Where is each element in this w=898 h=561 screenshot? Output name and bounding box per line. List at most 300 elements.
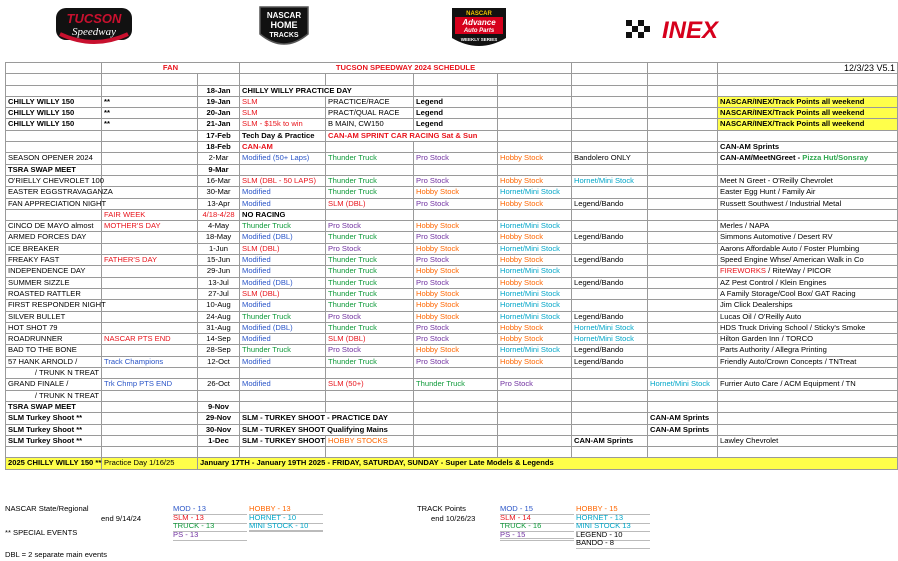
table-cell: FAN APPRECIATION NIGHT [6, 198, 102, 209]
table-cell: / TRUNK N TREAT [6, 368, 102, 379]
table-cell: CAN-AM Sprints [572, 435, 648, 446]
table-cell [6, 209, 102, 220]
logo-bar [0, 0, 800, 60]
table-cell: Pro Stock [326, 345, 414, 356]
schedule-row [6, 390, 898, 401]
svg-text:NASCAR: NASCAR [266, 11, 302, 20]
table-cell [498, 164, 572, 175]
table-cell: Legend/Bando [572, 232, 648, 243]
table-cell: SLM Turkey Shoot ** [6, 424, 102, 435]
table-cell: Thunder Truck [326, 356, 414, 367]
schedule-row [6, 288, 898, 299]
table-cell [240, 401, 326, 412]
table-cell [572, 187, 648, 198]
table-cell: CHILLY WILLY 150 [6, 96, 102, 107]
schedule-row [6, 368, 898, 379]
table-cell [414, 142, 498, 153]
sponsor-text: / RiteWay / PICOR [766, 266, 832, 276]
table-cell: Hobby Stock [498, 322, 572, 333]
table-cell: Thunder Truck [326, 300, 414, 311]
table-cell [498, 74, 572, 85]
table-cell [572, 209, 648, 220]
table-cell [572, 96, 648, 107]
table-cell: 29-Jun [198, 266, 240, 277]
table-cell: TSRA SWAP MEET [6, 164, 102, 175]
table-cell: SILVER BULLET [6, 311, 102, 322]
table-cell: PRACTICE/RACE [326, 96, 414, 107]
table-cell: Legend/Bando [572, 356, 648, 367]
table-cell [572, 368, 648, 379]
inex-logo [624, 4, 734, 52]
table-cell: 10-Aug [198, 300, 240, 311]
schedule-row [6, 435, 898, 446]
table-cell [326, 209, 414, 220]
table-cell: 19-Jan [198, 96, 240, 107]
schedule-row [6, 334, 898, 345]
table-cell: Pro Stock [498, 379, 572, 390]
table-cell [102, 142, 198, 153]
table-cell [498, 130, 572, 141]
table-cell [718, 74, 898, 85]
table-cell [326, 142, 414, 153]
table-cell [198, 74, 240, 85]
table-cell [240, 390, 326, 401]
table-cell [648, 255, 718, 266]
table-cell [572, 85, 648, 96]
table-cell: SLM [240, 108, 326, 119]
table-cell: SLM Turkey Shoot ** [6, 413, 102, 424]
table-cell [648, 334, 718, 345]
table-cell: Legend/Bando [572, 255, 648, 266]
table-cell [648, 390, 718, 401]
table-cell: SLM (DBL) [240, 288, 326, 299]
table-cell: O'RIELLY CHEVROLET 100 [6, 175, 102, 186]
table-cell [414, 390, 498, 401]
points-entry: PS - 13 [173, 530, 247, 541]
dbl-note: DBL = 2 separate main events [5, 550, 108, 559]
schedule-table [5, 62, 898, 470]
table-cell [718, 130, 898, 141]
table-cell: ICE BREAKER [6, 243, 102, 254]
table-cell: 2-Mar [198, 153, 240, 164]
table-cell [648, 288, 718, 299]
table-cell: CAN-AM SPRINT CAR RACING Sat & Sun [326, 130, 498, 141]
table-cell: Hobby Stock [414, 345, 498, 356]
table-cell [648, 277, 718, 288]
table-cell: 9-Mar [198, 164, 240, 175]
table-cell: Aarons Affordable Auto / Foster Plumbing [718, 243, 898, 254]
table-cell [648, 356, 718, 367]
table-cell [718, 424, 898, 435]
nascar-state-regional-label: NASCAR State/Regional [5, 504, 89, 513]
points-entry: MOD - 15 [500, 504, 574, 515]
table-cell [414, 435, 498, 446]
table-cell: CAN-AM [240, 142, 326, 153]
table-cell: Hornet/Mini Stock [498, 300, 572, 311]
table-cell [102, 74, 198, 85]
table-cell: SLM - TURKEY SHOOT [240, 435, 326, 446]
schedule-row [6, 187, 898, 198]
table-cell [414, 424, 498, 435]
table-cell: SLM (DBL) [326, 198, 414, 209]
table-cell [498, 424, 572, 435]
schedule-row [6, 255, 898, 266]
table-cell [648, 85, 718, 96]
table-cell: FREAKY FAST [6, 255, 102, 266]
table-cell [498, 108, 572, 119]
table-cell: Pro Stock [326, 221, 414, 232]
table-cell: Thunder Truck [240, 311, 326, 322]
table-cell: EASTER EGGSTRAVAGANZA [6, 187, 102, 198]
table-cell [572, 164, 648, 175]
table-cell [326, 390, 414, 401]
table-cell: Russett Southwest / Industrial Metal [718, 198, 898, 209]
table-cell: Trk Chmp PTS END [102, 379, 198, 390]
table-cell: Thunder Truck [240, 345, 326, 356]
table-cell [102, 390, 198, 401]
table-cell [648, 345, 718, 356]
table-cell [102, 311, 198, 322]
schedule-title: TUCSON SPEEDWAY 2024 SCHEDULE [240, 63, 572, 74]
table-cell: Legend/Bando [572, 198, 648, 209]
table-cell [648, 142, 718, 153]
schedule-row [6, 345, 898, 356]
schedule-row [6, 96, 898, 107]
table-cell [648, 435, 718, 446]
table-cell: B MAIN, CW150 [326, 119, 414, 130]
table-cell: FIRST RESPONDER NIGHT [6, 300, 102, 311]
schedule-row [6, 277, 898, 288]
schedule-row [6, 447, 898, 458]
table-cell: Simmons Automotive / Desert RV [718, 232, 898, 243]
table-cell: Modified (DBL) [240, 322, 326, 333]
points-entry: HORNET - 13 [576, 513, 650, 524]
table-cell [102, 345, 198, 356]
table-cell [102, 232, 198, 243]
table-cell: Speed Engine Whse/ American Walk in Co [718, 255, 898, 266]
table-cell [718, 85, 898, 96]
table-cell: Hobby Stock [414, 311, 498, 322]
table-cell [718, 401, 898, 412]
table-cell: Legend/Bando [572, 277, 648, 288]
table-cell [718, 368, 898, 379]
table-cell: 12-Oct [198, 356, 240, 367]
version-label: 12/3/23 V5.1 [718, 63, 898, 74]
table-cell: Hobby Stock [498, 153, 572, 164]
table-cell: NASCAR/INEX/Track Points all weekend [718, 96, 898, 107]
table-cell [240, 164, 326, 175]
table-cell [498, 85, 572, 96]
table-cell [572, 130, 648, 141]
svg-text:INEX: INEX [661, 17, 719, 44]
table-cell [648, 198, 718, 209]
points-entry: BANDO - 8 [576, 538, 650, 549]
chilly-2025-row [6, 458, 898, 469]
table-cell: Hornet/Mini Stock [498, 266, 572, 277]
svg-text:Speedway: Speedway [72, 26, 116, 38]
schedule-row [6, 300, 898, 311]
table-cell: ARMED FORCES DAY [6, 232, 102, 243]
table-cell: MOTHER'S DAY [102, 221, 198, 232]
table-cell: Modified [240, 255, 326, 266]
table-cell [102, 153, 198, 164]
fan-label: FAN [102, 63, 240, 74]
table-cell: 4-May [198, 221, 240, 232]
table-cell [102, 413, 198, 424]
table-cell: INDEPENDENCE DAY [6, 266, 102, 277]
sponsor-highlight: Pizza Hut/Sonsray [802, 153, 869, 163]
points-entry: HOBBY - 13 [249, 504, 323, 515]
table-cell: Modified [240, 198, 326, 209]
table-cell: Thunder Truck [240, 221, 326, 232]
table-cell: CHILLY WILLY PRACTICE DAY [240, 85, 414, 96]
advance-auto-parts-weekly-series-logo [444, 4, 514, 52]
table-cell: 30-Nov [198, 424, 240, 435]
table-cell [240, 74, 326, 85]
table-cell: ** [102, 108, 198, 119]
table-cell [572, 243, 648, 254]
table-cell: ROADRUNNER [6, 334, 102, 345]
table-cell: FIREWORKS / RiteWay / PICOR [718, 266, 898, 277]
points-entry: HORNET - 10 [249, 513, 323, 524]
table-cell [414, 401, 498, 412]
table-cell [498, 390, 572, 401]
table-cell [572, 266, 648, 277]
table-cell: Pro Stock [414, 175, 498, 186]
footer-legend [5, 500, 801, 560]
table-cell [648, 266, 718, 277]
table-cell: BAD TO THE BONE [6, 345, 102, 356]
table-cell [498, 401, 572, 412]
table-cell [326, 401, 414, 412]
schedule-row [6, 119, 898, 130]
table-cell: Pro Stock [414, 322, 498, 333]
table-cell [572, 424, 648, 435]
table-cell [572, 288, 648, 299]
table-cell: Hornet/Mini Stock [498, 243, 572, 254]
schedule-row [6, 85, 898, 96]
table-cell: / TRUNK N TREAT [6, 390, 102, 401]
table-cell [648, 243, 718, 254]
table-cell [572, 300, 648, 311]
table-cell: Jim Click Dealerships [718, 300, 898, 311]
table-cell: CAN-AM Sprints [648, 413, 718, 424]
table-cell: 18-Feb [198, 142, 240, 153]
table-cell: HDS Truck Driving School / Sticky's Smoke [718, 322, 898, 333]
track-end-date: end 10/26/23 [431, 514, 476, 523]
schedule-row [6, 311, 898, 322]
table-cell [572, 108, 648, 119]
table-cell [102, 198, 198, 209]
table-cell [648, 164, 718, 175]
schedule-row [6, 266, 898, 277]
points-entry: LEGEND - 10 [576, 530, 650, 541]
table-cell [102, 435, 198, 446]
table-cell: SLM (50+) [326, 379, 414, 390]
table-cell [240, 368, 326, 379]
table-cell: Hobby Stock [498, 277, 572, 288]
table-cell [414, 209, 498, 220]
table-cell [498, 119, 572, 130]
points-entry: TRUCK - 13 [173, 521, 247, 532]
table-cell: CINCO DE MAYO almost [6, 221, 102, 232]
table-cell: Hobby Stock [498, 175, 572, 186]
table-cell [718, 164, 898, 175]
schedule-row [6, 424, 898, 435]
schedule-row [6, 221, 898, 232]
table-cell: Meet N Greet - O'Reilly Chevrolet [718, 175, 898, 186]
table-cell [718, 209, 898, 220]
table-cell: Lucas Oil / O'Reilly Auto [718, 311, 898, 322]
table-cell: Hobby Stock [414, 187, 498, 198]
table-cell [572, 119, 648, 130]
schedule-row [6, 209, 898, 220]
table-cell: Pro Stock [414, 356, 498, 367]
table-cell [498, 142, 572, 153]
table-cell: Legend [414, 96, 498, 107]
table-cell [648, 119, 718, 130]
table-cell: Legend/Bando [572, 311, 648, 322]
table-cell [6, 130, 102, 141]
table-cell [648, 368, 718, 379]
table-cell: Hobby Stock [414, 288, 498, 299]
table-cell: Pro Stock [414, 334, 498, 345]
table-cell [718, 447, 898, 458]
table-cell [102, 288, 198, 299]
table-cell: NO RACING [240, 209, 326, 220]
points-entry: SLM - 14 [500, 513, 574, 524]
table-cell [414, 85, 498, 96]
special-events-note: ** SPECIAL EVENTS [5, 528, 78, 537]
table-cell [648, 187, 718, 198]
table-cell: 57 HANK ARNOLD / [6, 356, 102, 367]
table-cell: Thunder Truck [326, 175, 414, 186]
table-cell [102, 175, 198, 186]
table-cell: Tech Day & Practice [240, 130, 326, 141]
table-cell [102, 130, 198, 141]
table-cell [326, 447, 414, 458]
nascar-home-tracks-logo [254, 4, 314, 52]
table-cell [648, 221, 718, 232]
table-cell [240, 447, 326, 458]
table-cell: CAN-AM Sprints [718, 142, 898, 153]
table-cell [572, 413, 648, 424]
table-cell: Modified (DBL) [240, 277, 326, 288]
schedule-row [6, 108, 898, 119]
chilly-2025-practice: Practice Day 1/16/25 [102, 458, 198, 469]
table-cell: FAIR WEEK [102, 209, 198, 220]
svg-text:Auto Parts: Auto Parts [463, 28, 495, 34]
table-cell: Lawley Chevrolet [718, 435, 898, 446]
points-entry [249, 530, 323, 531]
points-entry: PS - 15 [500, 530, 574, 541]
table-cell [572, 221, 648, 232]
table-cell: ** [102, 96, 198, 107]
table-cell: NASCAR/INEX/Track Points all weekend [718, 119, 898, 130]
table-cell [102, 300, 198, 311]
table-cell [572, 379, 648, 390]
table-cell [414, 74, 498, 85]
table-cell: 28-Sep [198, 345, 240, 356]
table-cell: Easter Egg Hunt / Family Air [718, 187, 898, 198]
table-cell: CAN-AM Sprints [648, 424, 718, 435]
table-cell: Thunder Truck [326, 187, 414, 198]
table-cell [326, 164, 414, 175]
table-cell: Modified (DBL) [240, 232, 326, 243]
table-cell [102, 243, 198, 254]
table-cell: NASCAR PTS END [102, 334, 198, 345]
points-entry: SLM - 13 [173, 513, 247, 524]
schedule-row [6, 356, 898, 367]
table-cell: 18-May [198, 232, 240, 243]
table-cell: Modified [240, 379, 326, 390]
points-entry: MINI STOCK 13 [576, 521, 650, 532]
table-cell [6, 74, 102, 85]
table-cell: CAN-AM/MeetNGreet - Pizza Hut/Sonsray [718, 153, 898, 164]
svg-text:TRACKS: TRACKS [269, 32, 299, 39]
schedule-row [6, 243, 898, 254]
table-cell: Modified [240, 334, 326, 345]
table-cell: A Family Storage/Cool Box/ GAT Racing [718, 288, 898, 299]
table-cell: SLM - TURKEY SHOOT Qualifying Mains [240, 424, 414, 435]
table-cell: 15-Jun [198, 255, 240, 266]
table-cell: Hobby Stock [498, 232, 572, 243]
table-cell [648, 311, 718, 322]
table-cell: 4/18-4/28 [198, 209, 240, 220]
table-cell [414, 447, 498, 458]
table-cell: Thunder Truck [326, 277, 414, 288]
table-cell [498, 447, 572, 458]
table-cell: 9-Nov [198, 401, 240, 412]
table-cell: SLM [240, 96, 326, 107]
schedule-row [6, 379, 898, 390]
table-cell: 18-Jan [198, 85, 240, 96]
table-cell: Hobby Stock [414, 300, 498, 311]
svg-text:Advance: Advance [462, 18, 496, 27]
table-cell [648, 153, 718, 164]
table-cell [6, 85, 102, 96]
points-entry [500, 538, 574, 539]
table-cell [718, 390, 898, 401]
table-cell [572, 74, 648, 85]
table-cell [198, 368, 240, 379]
schedule-row [6, 232, 898, 243]
table-cell: 16-Mar [198, 175, 240, 186]
table-cell: 21-Jan [198, 119, 240, 130]
table-cell: Hornet/Mini Stock [648, 379, 718, 390]
table-cell: Hornet/Mini Stock [498, 187, 572, 198]
table-cell [498, 413, 572, 424]
table-cell: Thunder Truck [326, 232, 414, 243]
table-cell [648, 108, 718, 119]
table-cell: 1-Dec [198, 435, 240, 446]
table-cell [648, 74, 718, 85]
table-cell: SLM - $15k to win [240, 119, 326, 130]
table-cell: 24-Aug [198, 311, 240, 322]
table-cell: 13-Jul [198, 277, 240, 288]
table-cell [198, 447, 240, 458]
table-cell: CHILLY WILLY 150 [6, 119, 102, 130]
svg-text:TUCSON: TUCSON [66, 11, 122, 26]
table-cell: CHILLY WILLY 150 [6, 108, 102, 119]
schedule-row [6, 175, 898, 186]
table-cell [498, 435, 572, 446]
table-cell: Thunder Truck [326, 153, 414, 164]
table-cell [102, 164, 198, 175]
table-cell: GRAND FINALE / [6, 379, 102, 390]
table-cell: 26-Oct [198, 379, 240, 390]
spacer-row [6, 74, 898, 85]
